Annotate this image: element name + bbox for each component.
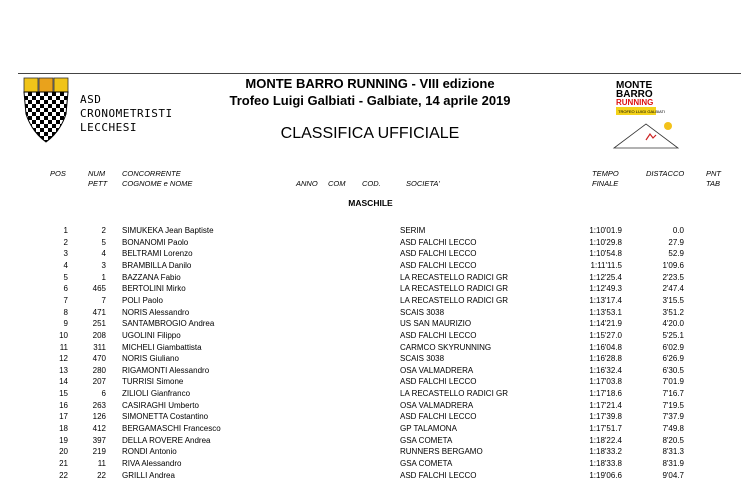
table-row (0, 470, 741, 482)
cell-time: 1:11'11.5 (590, 260, 622, 270)
cell-gap: 6'26.9 (662, 354, 684, 364)
cell-name: NORIS Alessandro (122, 307, 190, 317)
cell-bib: 465 (92, 284, 106, 294)
col-societa: SOCIETA' (406, 179, 440, 188)
cell-time: 1:17'51.7 (589, 424, 622, 434)
col-competitor-line-1: CONCORRENTE (122, 169, 181, 178)
col-anno: ANNO (296, 179, 318, 188)
cell-pos: 2 (63, 237, 68, 247)
cell-time: 1:17'21.4 (589, 400, 622, 410)
col-competitor-line-2: COGNOME e NOME (122, 179, 193, 188)
table-row (0, 388, 741, 400)
cell-name: BERGAMASCHI Francesco (122, 424, 221, 434)
cell-bib: 22 (97, 470, 106, 480)
cell-pos: 5 (63, 272, 68, 282)
cell-name: GRILLI Andrea (122, 470, 175, 480)
table-row (0, 342, 741, 354)
cell-name: CASIRAGHI Umberto (122, 400, 199, 410)
cell-pos: 7 (63, 295, 68, 305)
cell-time: 1:17'03.8 (589, 377, 622, 387)
cell-gap: 3'51.2 (662, 307, 684, 317)
organizer-line-3: LECCHESI (80, 121, 137, 134)
table-row (0, 260, 741, 272)
table-row (0, 318, 741, 330)
event-subtitle: Trofeo Luigi Galbiati - Galbiate, 14 aprile 2019 (229, 93, 511, 108)
cell-name: UGOLINI Filippo (122, 330, 181, 340)
table-row (0, 353, 741, 365)
cell-bib: 280 (92, 365, 106, 375)
cell-team: ASD FALCHI LECCO (400, 330, 477, 340)
cell-time: 1:13'17.4 (589, 295, 622, 305)
cell-team: GSA COMETA (400, 435, 453, 445)
cell-pos: 21 (59, 459, 68, 468)
cell-gap: 7'49.8 (662, 424, 684, 434)
table-row (0, 376, 741, 388)
cell-team: OSA VALMADRERA (400, 400, 474, 410)
cell-team: OSA VALMADRERA (400, 365, 474, 375)
col-num (88, 169, 107, 189)
col-cod: COD. (362, 179, 381, 188)
cell-pos: 8 (63, 307, 68, 317)
col-pnt-line-1: PNT (706, 169, 721, 178)
logo-text-1: MONTE (616, 80, 653, 91)
cell-team: LA RECASTELLO RADICI GR (400, 295, 509, 305)
table-row (0, 446, 741, 458)
table-row (0, 435, 741, 447)
logo-text-4: TROFEO LUIGI GALBIATI (618, 109, 666, 114)
cell-name: BONANOMI Paolo (122, 237, 189, 247)
cell-pos: 11 (59, 342, 68, 352)
cell-gap: 7'01.9 (662, 377, 684, 387)
cell-gap: 8'31.9 (662, 459, 684, 468)
organizer-name (80, 93, 173, 135)
col-tempo (592, 169, 619, 189)
runner-icon (646, 134, 656, 140)
col-num-line-2: PETT (88, 179, 108, 188)
cell-bib: 219 (92, 447, 106, 457)
cell-time: 1:17'39.8 (589, 412, 622, 422)
organizer-line-1: ASD (80, 93, 102, 106)
cell-gap: 52.9 (668, 249, 684, 259)
cell-bib: 126 (92, 412, 106, 422)
cell-team: LA RECASTELLO RADICI GR (400, 272, 509, 282)
cell-gap: 5'25.1 (662, 330, 684, 340)
cell-name: NORIS Giuliano (122, 354, 179, 364)
cell-gap: 27.9 (668, 237, 684, 247)
cell-time: 1:15'27.0 (589, 330, 622, 340)
cell-name: SIMONETTA Costantino (122, 412, 209, 422)
cell-name: RIVA Alessandro (122, 459, 182, 468)
logo-text-3: RUNNING (616, 98, 654, 107)
cell-team: ASD FALCHI LECCO (400, 377, 477, 387)
cell-time: 1:14'21.9 (589, 319, 622, 329)
cell-time: 1:16'32.4 (589, 365, 622, 375)
cell-pos: 13 (59, 365, 68, 375)
col-tempo-line-1: TEMPO (592, 169, 619, 178)
cell-pos: 16 (59, 400, 68, 410)
cell-pos: 14 (59, 377, 68, 387)
cell-pos: 20 (59, 447, 68, 457)
cell-team: CARMCO SKYRUNNING (400, 342, 492, 352)
table-row (0, 411, 741, 423)
cell-bib: 311 (93, 342, 106, 352)
cell-team: RUNNERS BERGAMO (400, 447, 483, 457)
cell-name: SANTAMBROGIO Andrea (122, 319, 215, 329)
cell-gap: 3'15.5 (662, 295, 684, 305)
sun-icon (664, 122, 672, 130)
cell-bib: 6 (101, 389, 106, 399)
cell-bib: 470 (92, 354, 106, 364)
cell-team: ASD FALCHI LECCO (400, 260, 477, 270)
cell-team: ASD FALCHI LECCO (400, 470, 477, 480)
cell-name: BRAMBILLA Danilo (122, 260, 192, 270)
col-com: COM (328, 179, 346, 188)
cell-team: LA RECASTELLO RADICI GR (400, 284, 509, 294)
cell-name: RIGAMONTI Alessandro (122, 365, 210, 375)
cell-gap: 4'20.0 (662, 319, 684, 329)
cell-time: 1:18'33.2 (589, 447, 622, 457)
header-rule (18, 73, 741, 74)
cell-gap: 6'30.5 (662, 365, 684, 375)
cell-pos: 6 (63, 284, 68, 294)
col-pnt-line-2: TAB (706, 179, 721, 188)
table-row (0, 400, 741, 412)
cell-pos: 10 (59, 330, 68, 340)
col-tempo-line-2: FINALE (592, 179, 619, 188)
col-competitor (122, 169, 192, 189)
cell-pos: 12 (59, 354, 68, 364)
cell-pos: 22 (59, 470, 68, 480)
cell-gap: 0.0 (672, 226, 684, 235)
cell-gap: 7'16.7 (662, 389, 684, 399)
cell-time: 1:10'01.9 (589, 226, 622, 235)
cell-pos: 18 (59, 424, 68, 434)
cell-pos: 3 (63, 249, 68, 259)
cell-pos: 15 (59, 389, 68, 399)
cell-team: ASD FALCHI LECCO (400, 249, 477, 259)
table-row (0, 423, 741, 435)
table-row (0, 307, 741, 319)
cell-time: 1:16'04.8 (589, 342, 622, 352)
cell-name: TURRISI Simone (122, 377, 184, 387)
cell-bib: 5 (101, 237, 106, 247)
cell-bib: 11 (97, 459, 106, 468)
cell-bib: 263 (92, 400, 106, 410)
cell-time: 1:10'54.8 (589, 249, 622, 259)
cell-team: GP TALAMONA (400, 424, 457, 434)
cell-gap: 1'09.6 (662, 260, 684, 270)
cell-time: 1:12'25.4 (589, 272, 622, 282)
cell-gap: 9'04.7 (662, 470, 684, 480)
cell-team: US SAN MAURIZIO (400, 319, 472, 329)
cell-team: ASD FALCHI LECCO (400, 237, 477, 247)
cell-time: 1:16'28.8 (589, 354, 622, 364)
cell-name: DELLA ROVERE Andrea (122, 435, 211, 445)
cell-bib: 1 (101, 272, 106, 282)
cell-time: 1:13'53.1 (589, 307, 622, 317)
col-pnt (706, 169, 721, 189)
logo-text-2: BARRO (616, 89, 653, 100)
cell-name: SIMUKEKA Jean Baptiste (122, 226, 214, 235)
cell-gap: 2'47.4 (662, 284, 684, 294)
cell-bib: 7 (101, 295, 106, 305)
cell-time: 1:18'33.8 (589, 459, 622, 468)
cell-time: 1:10'29.8 (589, 237, 622, 247)
event-header (200, 76, 540, 143)
cell-time: 1:19'06.6 (589, 470, 622, 480)
cell-bib: 3 (101, 260, 106, 270)
cell-pos: 4 (63, 260, 68, 270)
table-row (0, 248, 741, 260)
cell-pos: 19 (59, 435, 68, 445)
cell-pos: 9 (63, 319, 68, 329)
col-num-line-1: NUM (88, 169, 106, 178)
cell-name: RONDI Antonio (122, 447, 177, 457)
cell-gap: 2'23.5 (662, 272, 684, 282)
cell-bib: 397 (92, 435, 106, 445)
cell-team: GSA COMETA (400, 459, 453, 468)
cell-name: ZILIOLI Gianfranco (122, 389, 191, 399)
cell-time: 1:17'18.6 (589, 389, 622, 399)
table-row (0, 237, 741, 249)
section-title: MASCHILE (348, 198, 393, 208)
cell-name: BELTRAMI Lorenzo (122, 249, 193, 259)
cell-gap: 6'02.9 (662, 342, 684, 352)
cell-name: POLI Paolo (122, 295, 163, 305)
cell-team: ASD FALCHI LECCO (400, 412, 477, 422)
table-row (0, 365, 741, 377)
cell-bib: 251 (92, 319, 106, 329)
cell-name: BAZZANA Fabio (122, 272, 181, 282)
table-row (0, 458, 741, 470)
cell-bib: 207 (92, 377, 106, 387)
cell-bib: 2 (101, 226, 106, 235)
event-title: MONTE BARRO RUNNING - VIII edizione (245, 76, 495, 91)
organizer-line-2: CRONOMETRISTI (80, 107, 173, 120)
cell-pos: 17 (59, 412, 68, 422)
classification-title: CLASSIFICA UFFICIALE (280, 125, 460, 142)
monte-barro-logo (606, 78, 686, 156)
cell-team: SCAIS 3038 (400, 307, 445, 317)
cell-gap: 7'19.5 (662, 400, 684, 410)
table-row (0, 225, 741, 237)
cell-team: SERIM (400, 226, 426, 235)
col-pos: POS (50, 169, 66, 178)
cell-team: LA RECASTELLO RADICI GR (400, 389, 509, 399)
cell-time: 1:18'22.4 (589, 435, 622, 445)
table-row (0, 295, 741, 307)
table-row (0, 272, 741, 284)
cell-bib: 4 (101, 249, 106, 259)
cell-gap: 8'20.5 (662, 435, 684, 445)
cronometristi-logo (20, 76, 72, 144)
table-row (0, 283, 741, 295)
cell-bib: 208 (92, 330, 106, 340)
cell-time: 1:12'49.3 (589, 284, 622, 294)
cell-gap: 7'37.9 (662, 412, 684, 422)
cell-name: MICHELI Giambattista (122, 342, 202, 352)
cell-team: SCAIS 3038 (400, 354, 445, 364)
cell-name: BERTOLINI Mirko (122, 284, 186, 294)
cell-gap: 8'31.3 (662, 447, 684, 457)
cell-bib: 412 (92, 424, 106, 434)
table-row (0, 330, 741, 342)
cell-pos: 1 (63, 226, 68, 235)
cell-bib: 471 (92, 307, 106, 317)
col-distacco: DISTACCO (646, 169, 685, 178)
